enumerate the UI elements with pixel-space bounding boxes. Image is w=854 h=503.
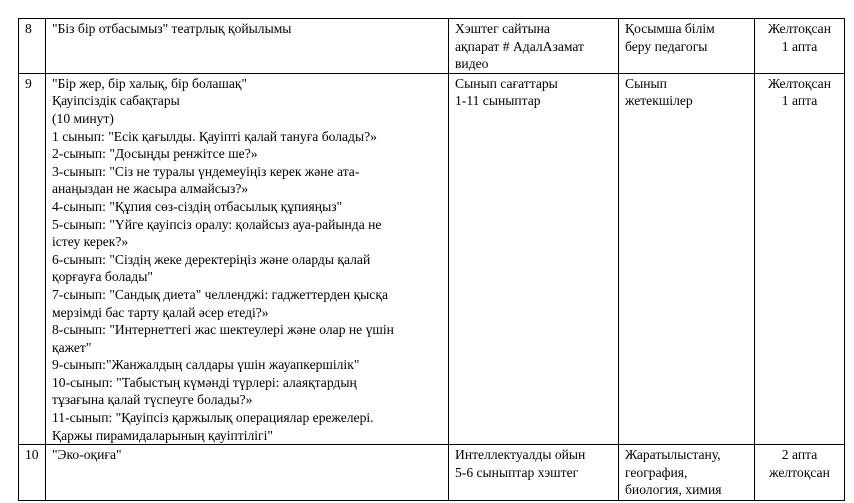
- cell-text-line: 1 апта: [781, 38, 818, 54]
- cell-text-line: Сынып: [625, 75, 667, 91]
- cell-text-line: қажет": [52, 339, 92, 355]
- date-cell: [755, 445, 845, 501]
- table-row: [19, 19, 845, 74]
- event-cell: [46, 73, 449, 444]
- cell-text-line: Қауіпсіздік сабақтары: [52, 93, 180, 109]
- cell-text-line: 5-сынып: "Үйге қауіпсіз оралу: қолайсыз ауа-райында не: [52, 216, 382, 232]
- cell-text-line: 11-сынып: "Қауіпсіз қаржылық операциялар ережелері.: [52, 410, 374, 426]
- table-row: [19, 445, 845, 501]
- cell-text-line: Интеллектуалды ойын: [455, 447, 586, 463]
- responsible-cell: [619, 19, 755, 74]
- responsible-cell: [619, 73, 755, 444]
- cell-text-line: "Бір жер, бір халық, бір болашақ": [52, 75, 248, 91]
- cell-text-line: істеу керек?»: [52, 234, 129, 250]
- cell-text-line: 1 сынып: "Есік қағылды. Қауіпті қалай тануға болады?»: [52, 128, 377, 144]
- cell-text-line: 6-сынып: "Сіздің жеке деректеріңіз және оларды қалай: [52, 251, 371, 267]
- cell-text-line: 2 апта: [781, 447, 818, 463]
- cell-text-line: 9-сынып:"Жанжалдың салдары үшін жауапкершілік": [52, 357, 360, 373]
- cell-text-line: 1-11 сыныптар: [455, 93, 541, 109]
- cell-text-line: 5-6 сыныптар хэштег: [455, 464, 579, 480]
- cell-text-line: 4-сынып: "Құпия сөз-сіздің отбасылық құпияңыз": [52, 198, 343, 214]
- form-cell: [449, 445, 619, 501]
- row-number: 10: [19, 445, 46, 501]
- responsible-cell: [619, 445, 755, 501]
- cell-text-line: 7-сынып: "Сандық диета" челленджі: гаджеттерден қысқа: [52, 286, 388, 302]
- cell-text-line: қорғауға болады": [52, 269, 153, 285]
- cell-text-line: Сынып сағаттары: [455, 75, 558, 91]
- cell-text-line: желтоқсан: [769, 464, 830, 480]
- cell-text-line: видео: [455, 56, 489, 72]
- cell-text-line: беру педагогы: [625, 38, 708, 54]
- cell-text-line: Желтоқсан: [768, 75, 831, 91]
- cell-text-line: жетекшілер: [625, 93, 693, 109]
- cell-text-line: "Эко-оқиға": [52, 447, 122, 463]
- cell-text-line: 10-сынып: "Табыстың күмәнді түрлері: алаяқтардың: [52, 374, 357, 390]
- cell-text-line: Желтоқсан: [768, 21, 831, 36]
- cell-text-line: 8-сынып: "Интернеттегі жас шектеулері және олар не үшін: [52, 322, 394, 338]
- cell-text-line: 2-сынып: "Досыңды ренжітсе ше?»: [52, 146, 258, 162]
- table-row: [19, 73, 845, 444]
- cell-text-line: анаңыздан не жасыра алмайсыз?»: [52, 181, 249, 197]
- cell-text-line: ақпарат # АдалАзамат: [455, 38, 584, 54]
- cell-text-line: биология, химия: [625, 482, 722, 498]
- event-cell: [46, 445, 449, 501]
- row-number: 8: [19, 19, 46, 74]
- cell-text-line: 1 апта: [781, 93, 818, 109]
- cell-text-line: Хэштег сайтына: [455, 21, 550, 36]
- form-cell: [449, 73, 619, 444]
- date-cell: [755, 73, 845, 444]
- cell-text-line: география,: [625, 464, 688, 480]
- cell-text-line: Жаратылыстану,: [625, 447, 721, 463]
- cell-text-line: (10 минут): [52, 110, 114, 126]
- event-cell: [46, 19, 449, 74]
- cell-text-line: 3-сынып: "Сіз не туралы үндемеуіңіз керек және ата-: [52, 163, 360, 179]
- cell-text-line: Қаржы пирамидаларының қауіптілігі": [52, 427, 273, 443]
- form-cell: [449, 19, 619, 74]
- cell-text-line: мерзімді бас тарту қалай әсер етеді?»: [52, 304, 269, 320]
- cell-text-line: Қосымша білім: [625, 21, 715, 36]
- row-number: 9: [19, 73, 46, 444]
- cell-text-line: "Біз бір отбасымыз" театрлық қойылымы: [52, 21, 292, 36]
- events-plan-table: [18, 18, 845, 501]
- date-cell: [755, 19, 845, 74]
- cell-text-line: тұзағына қалай түспеуге болады?»: [52, 392, 253, 408]
